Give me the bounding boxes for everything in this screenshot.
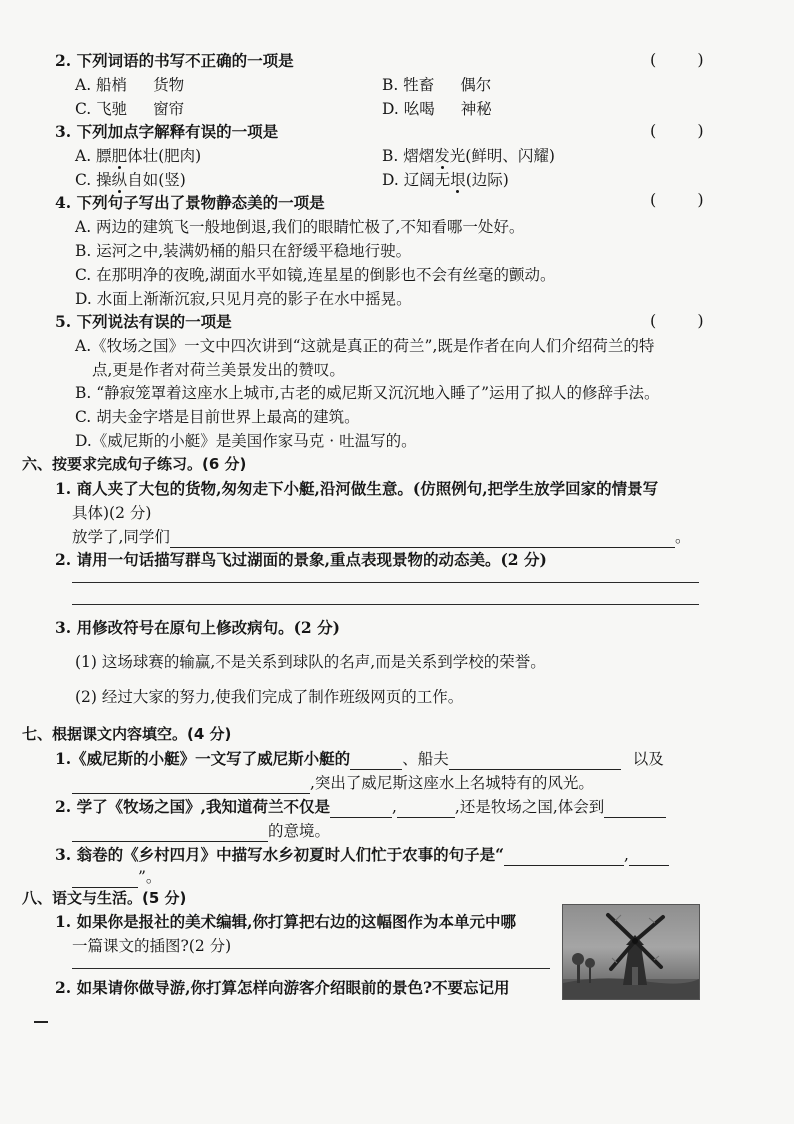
windmill-icon — [563, 905, 699, 999]
section-7-title: 七、根据课文内容填空。(4 分) — [22, 725, 232, 743]
s8-q1-answer-line[interactable] — [72, 968, 550, 969]
s7-q2-line2: 的意境。 — [72, 820, 330, 842]
s7-q3-blank-3[interactable] — [72, 869, 138, 888]
q2-option-c: C. 飞驰 窗帘 — [75, 100, 185, 118]
q2-option-a: A. 船梢 货物 — [75, 76, 185, 94]
q4-answer-paren[interactable]: ( ) — [650, 190, 722, 209]
s6-q1-line2: 具体)(2 分) — [72, 504, 152, 522]
s6-q1-answer-blank[interactable] — [170, 529, 675, 548]
s7-q2-blank-3[interactable] — [604, 799, 666, 818]
q5-option-a-line2: 点,更是作者对荷兰美景发出的赞叹。 — [92, 361, 345, 379]
section-6-title: 六、按要求完成句子练习。(6 分) — [22, 455, 247, 473]
q2-stem: 2. 下列词语的书写不正确的一项是 — [55, 51, 294, 70]
s6-q1-line1: 1. 商人夹了大包的货物,匆匆走下小艇,沿河做生意。(仿照例句,把学生放学回家的情景写 — [55, 479, 659, 498]
windmill-illustration-icon — [562, 904, 700, 1000]
q4-stem: 4. 下列句子写出了景物静态美的一项是 — [55, 193, 325, 212]
q4-option-c: C. 在那明净的夜晚,湖面水平如镜,连星星的倒影也不会有丝毫的颤动。 — [75, 266, 556, 284]
q5-option-b: B. “静寂笼罩着这座水上城市,古老的威尼斯又沉沉地入睡了”运用了拟人的修辞手法。 — [75, 384, 660, 402]
q4-option-a: A. 两边的建筑飞一般地倒退,我们的眼睛忙极了,不知看哪一处好。 — [75, 218, 525, 236]
q2-answer-paren[interactable]: ( ) — [650, 50, 722, 69]
s7-q3-blank-2[interactable] — [629, 847, 669, 866]
page-corner-mark — [34, 1021, 48, 1023]
q3-option-b: B. 熠熠发光(鲜明、闪耀) — [382, 147, 555, 165]
s6-q2-stem: 2. 请用一句话描写群鸟飞过湖面的景象,重点表现景物的动态美。(2 分) — [55, 550, 547, 569]
q5-option-c: C. 胡夫金字塔是目前世界上最高的建筑。 — [75, 408, 360, 426]
s7-q3-line1: 3. 翁卷的《乡村四月》中描写水乡初夏时人们忙于农事的句子是“ , — [55, 844, 669, 866]
q3-option-c: C. 操纵自如(竖) — [75, 171, 186, 189]
s6-q3-sentence-2[interactable]: (2) 经过大家的努力,使我们完成了制作班级网页的工作。 — [75, 688, 464, 706]
s8-q1-line1: 1. 如果你是报社的美术编辑,你打算把右边的这幅图作为本单元中哪 — [55, 912, 516, 931]
q5-stem: 5. 下列说法有误的一项是 — [55, 312, 232, 331]
s7-q2-line1: 2. 学了《牧场之国》,我知道荷兰不仅是 , ,还是牧场之国,体会到 — [55, 796, 666, 818]
s6-q2-answer-line-2[interactable] — [72, 604, 699, 605]
q2-option-b: B. 牲畜 偶尔 — [382, 76, 492, 94]
s6-q2-answer-line-1[interactable] — [72, 582, 699, 583]
q3-answer-paren[interactable]: ( ) — [650, 121, 722, 140]
s7-q1-line1: 1.《威尼斯的小艇》一文写了威尼斯小艇的 、船夫 以及 — [55, 749, 664, 768]
s6-q3-sentence-1[interactable]: (1) 这场球赛的输赢,不是关系到球队的名声,而是关系到学校的荣誉。 — [75, 653, 546, 671]
q3-option-d: D. 辽阔无垠(边际) — [382, 171, 509, 189]
s7-q3-line2: ”。 — [72, 866, 161, 888]
s7-q2-blank-1[interactable] — [330, 799, 392, 818]
s7-q1-blank-1[interactable] — [350, 751, 402, 770]
s7-q3-blank-1[interactable] — [504, 847, 624, 866]
q5-option-a-line1: A.《牧场之国》一文中四次讲到“这就是真正的荷兰”,既是作者在向人们介绍荷兰的特 — [75, 337, 655, 355]
q5-option-d: D.《威尼斯的小艇》是美国作家马克 · 吐温写的。 — [75, 432, 417, 450]
s7-q2-blank-4[interactable] — [72, 823, 268, 842]
s8-q2-line1: 2. 如果请你做导游,你打算怎样向游客介绍眼前的景色?不要忘记用 — [55, 978, 510, 997]
q4-option-d: D. 水面上渐渐沉寂,只见月亮的影子在水中摇晃。 — [75, 290, 412, 308]
q2-option-d: D. 吆喝 神秘 — [382, 100, 492, 118]
s6-q3-stem: 3. 用修改符号在原句上修改病句。(2 分) — [55, 618, 340, 637]
q4-option-b: B. 运河之中,装满奶桶的船只在舒缓平稳地行驶。 — [75, 242, 412, 260]
q3-option-a: A. 膘肥体壮(肥肉) — [75, 147, 202, 165]
q3-stem: 3. 下列加点字解释有误的一项是 — [55, 122, 279, 141]
section-8-title: 八、语文与生活。(5 分) — [22, 889, 187, 907]
s8-q1-line2: 一篇课文的插图?(2 分) — [72, 937, 232, 955]
s6-q1-answer: 放学了,同学们 。 — [72, 528, 691, 546]
q5-answer-paren[interactable]: ( ) — [650, 311, 722, 330]
s7-q1-line2: ,突出了威尼斯这座水上名城特有的风光。 — [72, 772, 594, 794]
s7-q2-blank-2[interactable] — [397, 799, 455, 818]
s7-q1-blank-2[interactable] — [449, 751, 621, 770]
s7-q1-blank-3[interactable] — [72, 775, 310, 794]
